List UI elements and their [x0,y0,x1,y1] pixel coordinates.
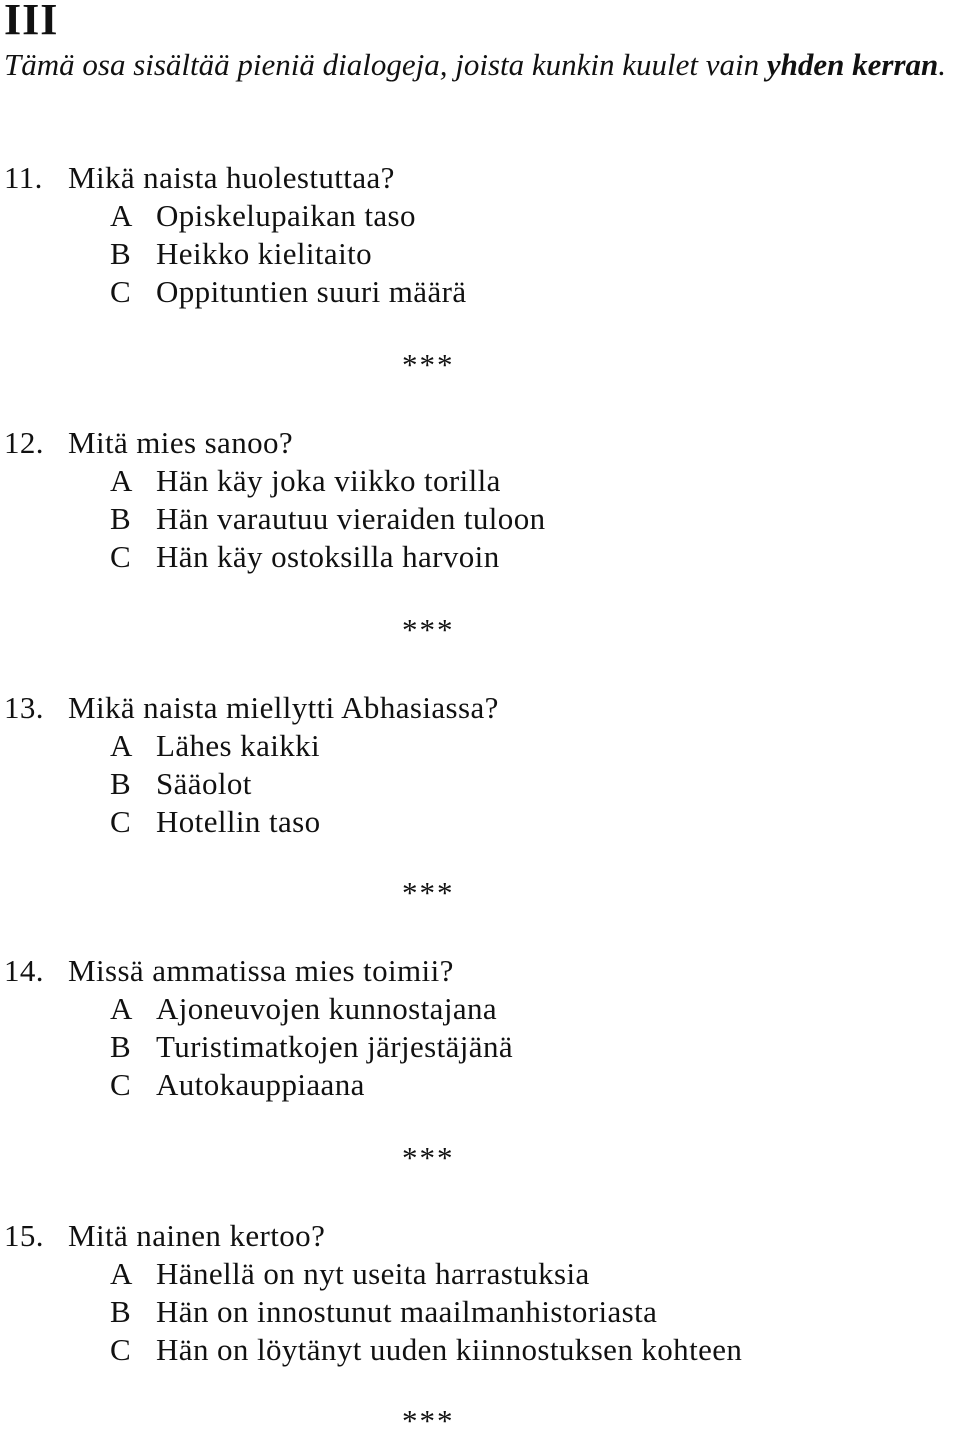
answer-option[interactable] [110,1028,513,1066]
option-text: Heikko kielitaito [156,236,373,271]
section-instructions [4,46,956,84]
separator: *** [402,347,455,382]
question-13 [4,689,499,727]
option-text: Hotellin taso [156,804,321,839]
option-text: Hän on innostunut maailmanhistoriasta [156,1294,658,1329]
option-text: Hän käy ostoksilla harvoin [156,539,500,574]
option-text: Sääolot [156,766,252,801]
option-text: Oppituntien suuri määrä [156,274,467,309]
question-15 [4,1217,325,1255]
option-letter: B [110,1294,132,1329]
instructions-text: Tämä osa sisältää pieniä dialogeja, joista kunkin kuulet vain [4,47,767,82]
section-heading: III [4,0,59,44]
option-letter: A [110,728,133,763]
question-14 [4,952,454,990]
answer-option[interactable] [110,990,513,1028]
option-letter: C [110,274,132,309]
option-letter: A [110,198,133,233]
option-letter: C [110,1067,132,1102]
answer-option[interactable] [110,1066,513,1104]
question-text: Mitä nainen kertoo? [68,1218,326,1253]
question-text: Mikä naista miellytti Abhasiassa? [68,690,499,725]
option-text: Hän käy joka viikko torilla [156,463,501,498]
question-number: 15. [4,1218,44,1253]
separator: *** [402,612,455,647]
answer-option[interactable] [110,1255,742,1293]
option-letter: C [110,539,132,574]
instructions-emphasis: yhden kerran [766,47,939,82]
question-number: 14. [4,953,44,988]
answer-options-13 [110,727,320,841]
question-11 [4,159,395,197]
answer-option[interactable] [110,235,467,273]
option-letter: B [110,766,132,801]
question-number: 13. [4,690,44,725]
option-text: Autokauppiaana [156,1067,365,1102]
option-text: Hänellä on nyt useita harrastuksia [156,1256,590,1291]
answer-option[interactable] [110,538,546,576]
answer-option[interactable] [110,462,546,500]
answer-options-12 [110,462,546,576]
answer-options-15 [110,1255,742,1369]
option-letter: B [110,1029,132,1064]
separator: *** [402,1403,455,1438]
option-letter: A [110,991,133,1026]
answer-options-11 [110,197,467,311]
answer-option[interactable] [110,1331,742,1369]
answer-option[interactable] [110,727,320,765]
option-text: Hän varautuu vieraiden tuloon [156,501,546,536]
question-text: Mitä mies sanoo? [68,425,294,460]
question-number: 12. [4,425,44,460]
separator: *** [402,1140,455,1175]
answer-option[interactable] [110,803,320,841]
question-number: 11. [4,160,43,195]
answer-option[interactable] [110,197,467,235]
option-text: Lähes kaikki [156,728,321,763]
option-letter: B [110,501,132,536]
option-letter: A [110,1256,133,1291]
instructions-end: . [938,47,947,82]
option-letter: C [110,804,132,839]
question-text: Mikä naista huolestuttaa? [68,160,395,195]
answer-option[interactable] [110,1293,742,1331]
option-text: Ajoneuvojen kunnostajana [156,991,498,1026]
answer-option[interactable] [110,765,320,803]
question-12 [4,424,293,462]
option-text: Hän on löytänyt uuden kiinnostuksen kohteen [156,1332,743,1367]
option-letter: A [110,463,133,498]
answer-option[interactable] [110,273,467,311]
question-text: Missä ammatissa mies toimii? [68,953,454,988]
answer-option[interactable] [110,500,546,538]
option-letter: B [110,236,132,271]
answer-options-14 [110,990,513,1104]
option-text: Opiskelupaikan taso [156,198,416,233]
separator: *** [402,875,455,910]
option-letter: C [110,1332,132,1367]
option-text: Turistimatkojen järjestäjänä [156,1029,514,1064]
